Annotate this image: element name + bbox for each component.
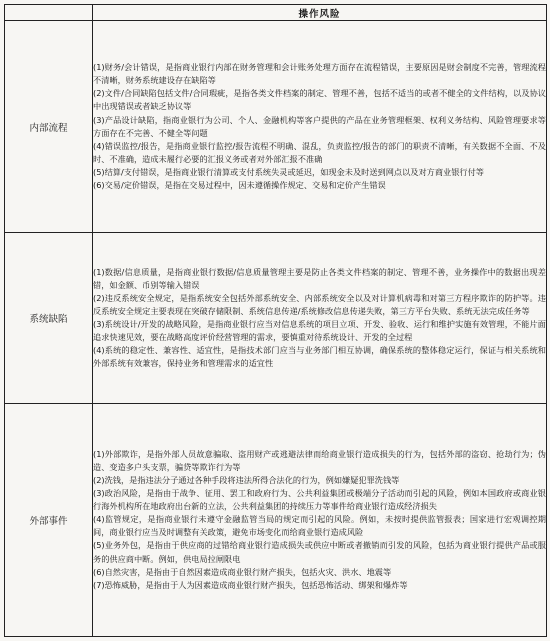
category-external-events: 外部事件 [5, 403, 93, 636]
table-row-internal-process [5, 21, 547, 233]
list-item: (6)自然灾害，是指由于自然因素造成商业银行财产损失，包括火灾、洪水、地震等 [93, 566, 392, 577]
list-item: (3)政治风险，是指由于战争、征用、罢工和政府行为、公共利益集团或极端分子活动而引起的风险，例如本国政府或商业银行海外机构所在地政府出台新的立法，公共利益集团的持续压力等事件给商业银行造成经济损失 [93, 488, 546, 512]
content-system-defects [93, 233, 547, 403]
table-row-system-defects [5, 233, 547, 403]
table-header-row [5, 5, 547, 21]
table-row-external-events [5, 403, 547, 636]
list-item: (3)产品设计缺陷，指商业银行为公司、个人、金融机构等客户提供的产品在业务管理框架、权利义务结构、风险管理要求等方面存在不完善、不健全等问题 [93, 114, 546, 138]
content-external-events [93, 403, 547, 636]
list-item: (1)外部欺诈，是指外部人员故意骗取、盗用财产或逃避法律而给商业银行造成损失的行为，包括外部的盗窃、抢劫行为；伪造、变造多户头支票，骗贷等欺诈行为等 [93, 448, 546, 472]
list-item: (1)财务/会计错误，是指商业银行内部在财务管理和会计账务处理方面存在流程错误，主要原因是财会制度不完善，管理流程不清晰，财务系统建设存在缺陷等 [93, 62, 546, 86]
list-item: (4)系统的稳定性、兼容性、适宜性，是指技术部门应当与业务部门相互协调，确保系统的整体稳定运行，保证与相关系统和外部系统有效兼容，保持业务和管理需求的适宜性 [93, 345, 546, 369]
header-cell-empty [5, 5, 93, 21]
list-item: (2)违反系统安全规定，是指系统安全包括外部系统安全、内部系统安全以及对计算机病毒和对第三方程序欺诈的防护等。违反系统安全规定主要表现在突破存储限制、系统信息传递/系统修改信息传递失败，第三方平台失败、系统无法完成任务等 [93, 292, 546, 316]
list-item: (1)数据/信息质量，是指商业银行数据/信息质量管理主要是防止各类文件档案的制定、管理不善，业务操作中的数据出现差错，如金额、币别等输入错误 [93, 266, 546, 290]
header-cell-operational-risk: 操作风险 [93, 5, 547, 21]
list-item: (3)系统设计/开发的战略风险，是指商业银行应当对信息系统的项目立项、开发、验收、运行和维护实施有效管理，不能片面追求快速见效，要在战略高度评价经营管理的需求，要慎重对待系统设计、开发的全过程 [93, 318, 546, 343]
list-item: (6)交易/定价错误，是指在交易过程中，因未遵循操作规定、交易和定价产生错误 [93, 180, 386, 191]
list-item: (5)结算/支付错误，是指商业银行清算或支付系统失灵或延迟，如现金未及时送到网点以及对方商业银行付等 [93, 166, 484, 177]
operational-risk-table [4, 4, 547, 637]
list-item: (2)文件/合同缺陷包括文件/合同瑕疵，是指各类文件档案的制定、管理不善，包括不适当的或者不健全的文件结构，以及协议中出现错误或者缺乏协议等 [93, 88, 546, 112]
category-internal-process: 内部流程 [5, 21, 93, 233]
list-item: (4)错误监控/报告，是指商业银行监控/报告流程不明确、混乱，负责监控/报告的部门的职责不清晰，有关数据不全面、不及时、不准确，造成未履行必要的汇报义务或者对外部汇报不准确 [93, 140, 546, 164]
list-item: (2)洗钱，是指违法分子通过各种手段将违法所得合法化的行为，例如嫌疑犯罪洗钱等 [93, 474, 400, 485]
category-system-defects: 系统缺陷 [5, 233, 93, 403]
list-item: (5)业务外包，是指由于供应商的过错给商业银行造成损失或供应中断或者撤销而引发的风险，包括为商业银行提供产品或服务的供应商中断。例如，供电局拉闸限电 [93, 540, 546, 564]
list-item: (4)监管规定，是指商业银行未遵守金融监管当局的规定而引起的风险。例如，未按时提供监管报表；国家进行宏观调控期间，商业银行应当及时调整有关政策，避免市场变化而给商业银行造成风险 [93, 514, 546, 538]
content-internal-process [93, 21, 547, 233]
list-item: (7)恐怖威胁，是指由于人为因素造成商业银行财产损失，包括恐怖活动、绑架和爆炸等 [93, 579, 408, 590]
